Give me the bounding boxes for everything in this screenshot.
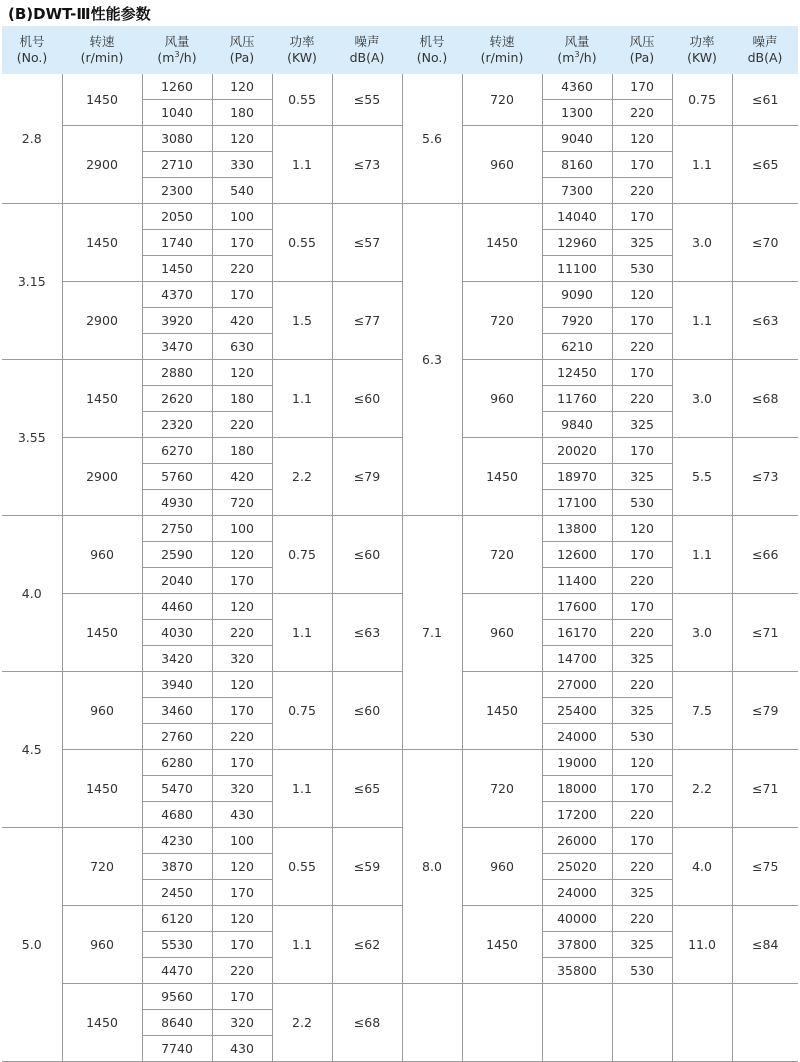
pressure-cell: 220 [612, 100, 672, 126]
pressure-cell: 170 [612, 828, 672, 854]
pressure-cell: 320 [212, 1010, 272, 1036]
pressure-cell: 320 [212, 776, 272, 802]
power-cell: 1.1 [272, 594, 332, 672]
flow-cell: 37800 [542, 932, 612, 958]
power-cell: 2.2 [272, 438, 332, 516]
table-row [2, 516, 798, 542]
power-cell: 5.5 [672, 438, 732, 516]
flow-cell: 2040 [142, 568, 212, 594]
speed-cell: 960 [62, 672, 142, 750]
pressure-cell: 120 [212, 672, 272, 698]
pressure-cell: 220 [612, 568, 672, 594]
speed-cell: 1450 [462, 672, 542, 750]
flow-cell: 1040 [142, 100, 212, 126]
noise-cell: ≤79 [332, 438, 402, 516]
header-speed: 转速 (r/min) [462, 26, 542, 74]
flow-cell: 1740 [142, 230, 212, 256]
speed-cell: 1450 [62, 984, 142, 1062]
header-speed: 转速 (r/min) [62, 26, 142, 74]
speed-cell: 1450 [62, 74, 142, 126]
speed-cell: 2900 [62, 282, 142, 360]
speed-cell: 1450 [462, 438, 542, 516]
pressure-cell: 180 [212, 100, 272, 126]
pressure-cell: 220 [212, 256, 272, 282]
table-row [2, 828, 798, 854]
pressure-cell: 170 [612, 594, 672, 620]
table-row [2, 126, 798, 152]
pressure-cell: 170 [612, 308, 672, 334]
speed-cell: 960 [462, 594, 542, 672]
speed-cell: 1450 [462, 204, 542, 282]
model-cell: 7.1 [402, 516, 462, 750]
pressure-cell: 100 [212, 204, 272, 230]
power-cell: 1.1 [672, 516, 732, 594]
empty-cell [462, 984, 542, 1062]
noise-cell: ≤63 [732, 282, 798, 360]
pressure-cell: 720 [212, 490, 272, 516]
flow-cell: 2710 [142, 152, 212, 178]
header-flow: 风量 $(m^3/h)$ [542, 26, 612, 74]
model-cell: 3.15 [2, 204, 62, 360]
pressure-cell: 120 [212, 854, 272, 880]
flow-cell: 3460 [142, 698, 212, 724]
flow-cell: 5470 [142, 776, 212, 802]
pressure-cell: 100 [212, 516, 272, 542]
power-cell: 0.55 [272, 204, 332, 282]
flow-cell: 6120 [142, 906, 212, 932]
pressure-cell: 120 [212, 542, 272, 568]
power-cell: 1.5 [272, 282, 332, 360]
flow-cell: 26000 [542, 828, 612, 854]
speed-cell: 960 [462, 360, 542, 438]
model-cell: 6.3 [402, 204, 462, 516]
pressure-cell: 100 [212, 828, 272, 854]
speed-cell: 960 [62, 906, 142, 984]
noise-cell: ≤77 [332, 282, 402, 360]
flow-cell: 7740 [142, 1036, 212, 1062]
noise-cell: ≤57 [332, 204, 402, 282]
power-cell: 3.0 [672, 204, 732, 282]
speed-cell: 960 [462, 126, 542, 204]
pressure-cell: 325 [612, 880, 672, 906]
pressure-cell: 325 [612, 646, 672, 672]
pressure-cell: 325 [612, 412, 672, 438]
flow-cell: 12600 [542, 542, 612, 568]
table-row [2, 360, 798, 386]
pressure-cell: 170 [612, 542, 672, 568]
pressure-cell: 120 [212, 126, 272, 152]
flow-cell: 2320 [142, 412, 212, 438]
noise-cell: ≤68 [732, 360, 798, 438]
model-cell: 4.0 [2, 516, 62, 672]
model-cell: 3.55 [2, 360, 62, 516]
speed-cell: 720 [62, 828, 142, 906]
pressure-cell: 220 [612, 854, 672, 880]
model-cell: 8.0 [402, 750, 462, 984]
power-cell: 1.1 [272, 906, 332, 984]
noise-cell: ≤63 [332, 594, 402, 672]
power-cell: 11.0 [672, 906, 732, 984]
table-body [2, 74, 798, 1062]
flow-cell: 4680 [142, 802, 212, 828]
noise-cell: ≤55 [353, 92, 381, 107]
flow-cell: 3080 [142, 126, 212, 152]
pressure-cell: 120 [212, 594, 272, 620]
power-cell: 0.75 [672, 74, 732, 126]
power-cell: 0.75 [272, 672, 332, 750]
header-flow: 风量 $(m^3/h)$ [142, 26, 212, 74]
flow-cell: 3470 [142, 334, 212, 360]
flow-cell: 35800 [542, 958, 612, 984]
flow-cell: 11100 [542, 256, 612, 282]
flow-cell: 5530 [142, 932, 212, 958]
power-cell: 1.1 [272, 750, 332, 828]
model-cell: 5.0 [2, 828, 62, 1062]
empty-cell [402, 984, 462, 1062]
empty-cell [732, 984, 798, 1062]
model-cell: 4.5 [2, 672, 62, 828]
flow-cell: 18970 [542, 464, 612, 490]
flow-cell: 9090 [542, 282, 612, 308]
pressure-cell: 170 [612, 152, 672, 178]
flow-cell: 2880 [142, 360, 212, 386]
flow-cell: 16170 [542, 620, 612, 646]
pressure-cell: 325 [612, 230, 672, 256]
noise-cell: ≤75 [732, 828, 798, 906]
pressure-cell: 120 [612, 126, 672, 152]
flow-cell: 3420 [142, 646, 212, 672]
table-header [2, 26, 798, 74]
pressure-cell: 220 [612, 906, 672, 932]
pressure-cell: 170 [212, 984, 272, 1010]
pressure-cell: 170 [212, 230, 272, 256]
speed-cell: 1450 [62, 204, 142, 282]
flow-cell: 13800 [542, 516, 612, 542]
noise-cell: ≤62 [332, 906, 402, 984]
flow-cell: 2760 [142, 724, 212, 750]
power-cell: 3.0 [672, 360, 732, 438]
power-cell: 3.0 [672, 594, 732, 672]
flow-cell: 9040 [542, 126, 612, 152]
pressure-cell: 530 [612, 958, 672, 984]
flow-cell: 6270 [142, 438, 212, 464]
pressure-cell: 220 [212, 958, 272, 984]
table-row [2, 672, 798, 698]
power-cell: 1.1 [672, 282, 732, 360]
flow-cell: 1260 [142, 74, 212, 100]
flow-cell: 1300 [542, 100, 612, 126]
noise-cell: ≤84 [732, 906, 798, 984]
pressure-cell: 120 [212, 906, 272, 932]
flow-cell: 4370 [142, 282, 212, 308]
pressure-cell: 170 [212, 568, 272, 594]
noise-cell: ≤60 [332, 516, 402, 594]
flow-cell: 2750 [142, 516, 212, 542]
flow-cell: 27000 [542, 672, 612, 698]
pressure-cell: 420 [212, 464, 272, 490]
pressure-cell: 630 [212, 334, 272, 360]
pressure-cell: 220 [612, 386, 672, 412]
pressure-cell: 170 [612, 360, 672, 386]
flow-cell: 4460 [142, 594, 212, 620]
model-cell: 2.8 [2, 74, 62, 204]
noise-cell: ≤71 [732, 594, 798, 672]
flow-cell: 12450 [542, 360, 612, 386]
flow-cell: 14040 [542, 204, 612, 230]
pressure-cell: 325 [612, 932, 672, 958]
pressure-cell: 170 [212, 880, 272, 906]
pressure-cell: 170 [212, 282, 272, 308]
power-cell: 2.2 [672, 750, 732, 828]
speed-cell: 720 [462, 516, 542, 594]
pressure-cell: 120 [612, 516, 672, 542]
flow-cell: 4360 [542, 74, 612, 100]
pressure-cell: 220 [212, 620, 272, 646]
power-cell: 2.2 [272, 984, 332, 1062]
noise-cell: ≤60 [332, 360, 402, 438]
table-row [2, 594, 798, 620]
flow-cell: 11400 [542, 568, 612, 594]
pressure-cell: 180 [212, 438, 272, 464]
pressure-cell: 220 [612, 802, 672, 828]
speed-cell: 1450 [62, 360, 142, 438]
flow-cell: 6280 [142, 750, 212, 776]
flow-cell: 4230 [142, 828, 212, 854]
table-row [2, 204, 798, 230]
pressure-cell: 120 [212, 360, 272, 386]
power-cell: 1.1 [272, 126, 332, 204]
pressure-cell: 540 [212, 178, 272, 204]
flow-cell: 2590 [142, 542, 212, 568]
pressure-cell: 220 [612, 672, 672, 698]
flow-cell: 2620 [142, 386, 212, 412]
speed-cell: 960 [462, 828, 542, 906]
table-row [2, 438, 798, 464]
flow-cell: 25020 [542, 854, 612, 880]
table-row [2, 750, 798, 776]
noise-cell: ≤73 [732, 438, 798, 516]
flow-cell: 19000 [542, 750, 612, 776]
flow-cell: 17200 [542, 802, 612, 828]
table-row [2, 906, 798, 932]
power-cell: 0.55 [272, 828, 332, 906]
noise-cell: ≤68 [332, 984, 402, 1062]
pressure-cell: 170 [612, 438, 672, 464]
table-row [2, 984, 798, 1010]
pressure-cell: 320 [212, 646, 272, 672]
flow-cell: 25400 [542, 698, 612, 724]
pressure-cell: 220 [612, 334, 672, 360]
noise-cell: ≤61 [752, 92, 779, 107]
flow-cell: 12960 [542, 230, 612, 256]
flow-cell: 24000 [542, 724, 612, 750]
noise-cell: ≤65 [732, 126, 798, 204]
empty-cell [672, 984, 732, 1062]
noise-cell: ≤71 [732, 750, 798, 828]
flow-cell: 7300 [542, 178, 612, 204]
header-model: 机号 (No.) [2, 26, 62, 74]
speed-cell: 720 [462, 750, 542, 828]
speed-cell: 2900 [62, 126, 142, 204]
flow-cell: 3920 [142, 308, 212, 334]
power-cell: 1.1 [672, 126, 732, 204]
flow-cell: 9840 [542, 412, 612, 438]
flow-cell: 24000 [542, 880, 612, 906]
pressure-cell: 170 [212, 750, 272, 776]
pressure-cell: 220 [212, 724, 272, 750]
flow-cell: 18000 [542, 776, 612, 802]
speed-cell: 1450 [462, 906, 542, 984]
flow-cell: 5760 [142, 464, 212, 490]
flow-cell: 9560 [142, 984, 212, 1010]
header-noise: 噪声 dB(A) [732, 26, 798, 74]
speed-cell: 1450 [62, 750, 142, 828]
table-row [2, 282, 798, 308]
pressure-cell: 120 [612, 750, 672, 776]
pressure-cell: 325 [612, 698, 672, 724]
power-cell: 1.1 [272, 360, 332, 438]
flow-cell: 4930 [142, 490, 212, 516]
noise-cell: ≤79 [732, 672, 798, 750]
speed-cell: 2900 [62, 438, 142, 516]
flow-cell: 1450 [142, 256, 212, 282]
noise-cell: ≤70 [732, 204, 798, 282]
model-cell: 5.6 [402, 74, 462, 204]
table-row [2, 74, 798, 100]
pressure-cell: 530 [612, 490, 672, 516]
flow-cell: 4030 [142, 620, 212, 646]
flow-cell: 2450 [142, 880, 212, 906]
pressure-cell: 120 [212, 74, 272, 100]
flow-cell: 17100 [542, 490, 612, 516]
empty-cell [612, 984, 672, 1062]
flow-cell: 7920 [542, 308, 612, 334]
flow-cell: 2300 [142, 178, 212, 204]
pressure-cell: 530 [612, 256, 672, 282]
flow-cell: 8160 [542, 152, 612, 178]
header-model: 机号 (No.) [402, 26, 462, 74]
empty-cell [542, 984, 612, 1062]
flow-cell: 14700 [542, 646, 612, 672]
pressure-cell: 120 [612, 282, 672, 308]
speed-cell: 1450 [62, 594, 142, 672]
pressure-cell: 220 [612, 178, 672, 204]
header-pressure: 风压 (Pa) [212, 26, 272, 74]
pressure-cell: 430 [212, 1036, 272, 1062]
flow-cell: 11760 [542, 386, 612, 412]
flow-cell: 17600 [542, 594, 612, 620]
pressure-cell: 420 [212, 308, 272, 334]
pressure-cell: 430 [212, 802, 272, 828]
header-power: 功率 (KW) [272, 26, 332, 74]
noise-cell: ≤73 [332, 126, 402, 204]
speed-cell: 720 [462, 282, 542, 360]
power-cell: 7.5 [672, 672, 732, 750]
pressure-cell: 170 [612, 776, 672, 802]
pressure-cell: 170 [612, 74, 672, 100]
pressure-cell: 180 [212, 386, 272, 412]
power-cell: 0.75 [272, 516, 332, 594]
pressure-cell: 220 [212, 412, 272, 438]
power-cell: 0.55 [272, 74, 332, 126]
flow-cell: 8640 [142, 1010, 212, 1036]
pressure-cell: 170 [212, 698, 272, 724]
flow-cell: 40000 [542, 906, 612, 932]
speed-cell: 720 [462, 74, 542, 126]
pressure-cell: 530 [612, 724, 672, 750]
flow-cell: 6210 [542, 334, 612, 360]
flow-cell: 20020 [542, 438, 612, 464]
performance-table [2, 26, 798, 1062]
power-cell: 4.0 [672, 828, 732, 906]
noise-cell: ≤60 [332, 672, 402, 750]
noise-cell: ≤65 [332, 750, 402, 828]
pressure-cell: 220 [612, 620, 672, 646]
table-title: (B)DWT-Ⅲ性能参数 [8, 5, 151, 23]
flow-cell: 2050 [142, 204, 212, 230]
pressure-cell: 325 [612, 464, 672, 490]
flow-cell: 3940 [142, 672, 212, 698]
noise-cell: ≤59 [332, 828, 402, 906]
pressure-cell: 170 [612, 204, 672, 230]
header-pressure: 风压 (Pa) [612, 26, 672, 74]
header-noise: 噪声 dB(A) [332, 26, 402, 74]
pressure-cell: 330 [212, 152, 272, 178]
pressure-cell: 170 [212, 932, 272, 958]
header-power: 功率 (KW) [672, 26, 732, 74]
flow-cell: 3870 [142, 854, 212, 880]
flow-cell: 4470 [142, 958, 212, 984]
noise-cell: ≤66 [732, 516, 798, 594]
speed-cell: 960 [62, 516, 142, 594]
